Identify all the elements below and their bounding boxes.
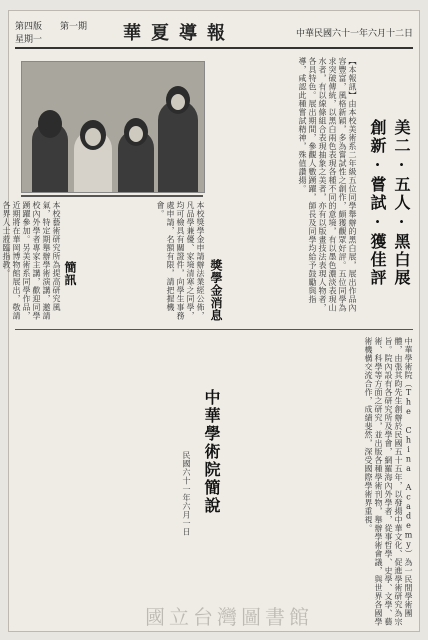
lead-headline-1: 美二·五人·黑白展	[392, 119, 411, 287]
academy-body-continued	[17, 337, 173, 627]
group-photo	[21, 61, 205, 193]
brief-body: 本校藝術研究所為提高研究風氣，特定期舉辦學術演講，邀請校內外學者專家主講，歡迎同學踴躍參加。另美術系同學作品，近期將在華岡博物館展出，敬請各界人士蒞臨指教。	[2, 201, 61, 320]
lead-headline-2: 創新·嘗試·獲佳評	[368, 119, 387, 287]
caption-frame	[21, 195, 203, 197]
masthead	[15, 17, 413, 49]
newspaper-page	[2, 10, 420, 632]
scholarship-title: 獎學金消息	[209, 259, 223, 322]
issue-info: 第四版 第一期 星期一	[15, 22, 106, 45]
academy-body: 中華學術院（The China Academy）為一民間學術團體，由張其昀先生創辦於民國五十五年，以發揚中華文化、促進學術研究為宗旨。院內設有各研究所及學會，網羅海內外學者，從事哲學、史學、文學、藝術、科學等方面之研究，並出版各種學術刊物，舉辦學術會議，與世界各國學術機構交流合作，成績斐然，深受國際學術界重視。	[364, 337, 413, 626]
brief-title: 簡訊	[63, 261, 77, 286]
lead-article-body: 【本報訊】由本校美術系二年級五位同學舉辦的黑白展，展出作品內容豐富，風格新穎，多為嘗試性之創作，頗獲觀眾好評。五位同學為求突破傳統，以黑白兩色表現各種不同的意境，有以墨色濃淡表現山水者，有以線條組合表現抽象之美者，亦有以版畫技法表現人物者，各具特色。展出期間，參觀人數踴躍，師長及同學均給予鼓勵與指導，咸認此種嘗試精神，殊值讚揚。	[298, 57, 357, 312]
academy-date: 民國六十一年六月一日	[182, 451, 191, 536]
issue-date: 中華民國六十一年六月十二日	[295, 28, 413, 39]
paper-name: 華夏導報	[123, 23, 235, 44]
section-divider	[15, 329, 413, 330]
scholarship-body: 本校獎學金申請辦法業經公佈，凡品學兼優、家境清寒之同學，均可檢具有關證件，向學生事務處申請，名額有限，請把握機會。	[156, 201, 205, 320]
academy-title: 中華學術院簡說	[202, 389, 221, 515]
library-watermark: 國立台灣圖書館	[145, 605, 313, 629]
